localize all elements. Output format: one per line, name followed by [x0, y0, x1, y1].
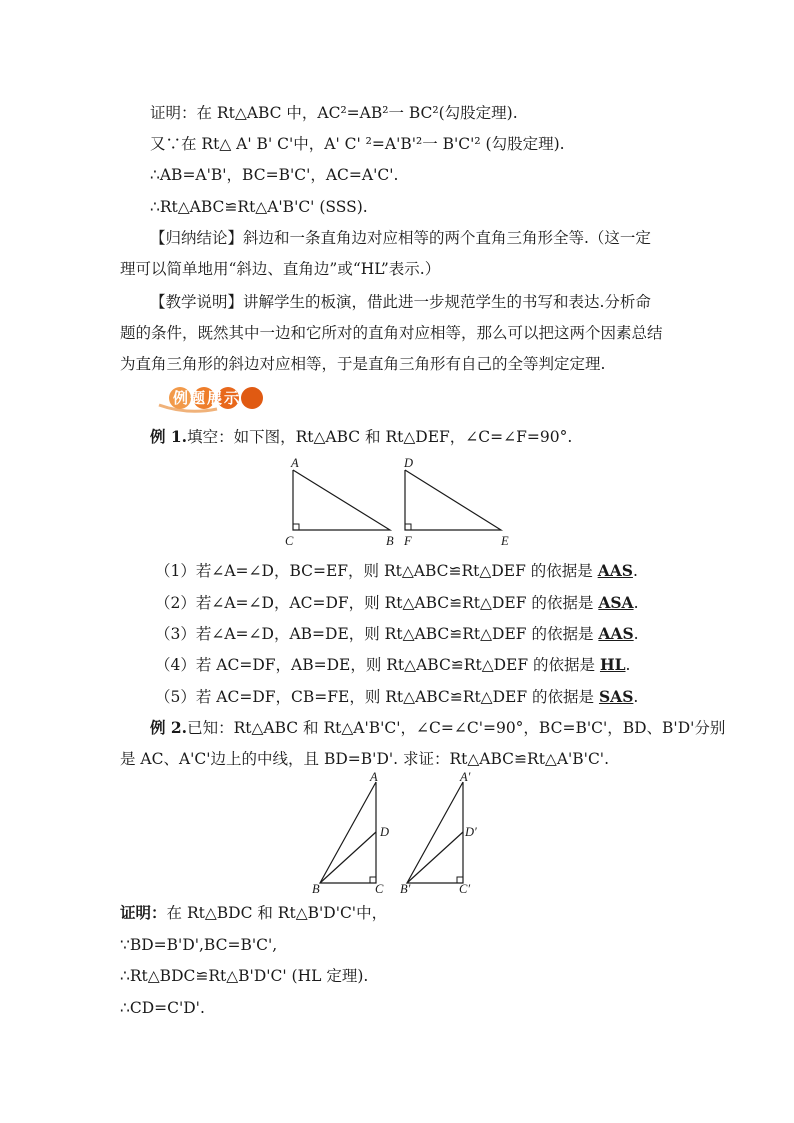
proof2-label: 证明： — [120, 903, 167, 922]
label-b-2: B — [312, 882, 320, 896]
example1-item-1: （1）若∠A=∠D，BC=EF，则 Rt△ABC≌Rt△DEF 的依据是 AAS. — [155, 561, 638, 580]
proof1-line3: ∴AB=A'B'，BC=B'C'，AC=A'C'. — [150, 166, 399, 184]
label-d-2: D — [380, 825, 390, 839]
label-a-prime: A′ — [460, 770, 471, 784]
proof1-line1: 证明：在 Rt△ABC 中，AC²=AB²一 BC²(勾股定理). — [150, 104, 518, 122]
teaching-line2: 题的条件，既然其中一边和它所对的直角对应相等，那么可以把这两个因素总结 — [120, 324, 663, 342]
teaching-line1: 【教学说明】讲解学生的板演，借此进一步规范学生的书写和表达.分析命 — [150, 293, 651, 311]
triangle-def — [405, 470, 501, 530]
proof2-line4: ∴CD=C'D'. — [120, 999, 205, 1017]
right-angle-c — [293, 524, 299, 530]
proof2-line1: 证明：在 Rt△BDC 和 Rt△B'D'C'中， — [120, 903, 388, 922]
triangle-abc-2 — [320, 782, 376, 883]
label-d: D — [404, 456, 414, 470]
label-f: F — [404, 534, 412, 548]
conclusion-line2: 理可以简单地用“斜边、直角边”或“HL”表示.） — [120, 260, 441, 278]
example2-figure — [306, 768, 506, 898]
label-d-prime: D′ — [465, 825, 477, 839]
answer-3: AAS — [598, 624, 634, 643]
label-b-prime: B′ — [400, 882, 411, 896]
example1-intro-line — [150, 427, 572, 447]
label-e: E — [501, 534, 509, 548]
proof1-line4: ∴Rt△ABC≌Rt△A'B'C' (SSS). — [150, 198, 368, 216]
proof2-line3: ∴Rt△BDC≌Rt△B'D'C' (HL 定理). — [120, 967, 369, 985]
answer-2: ASA — [598, 593, 634, 612]
example1-label: 例 1. — [150, 427, 188, 446]
example1-figure — [278, 452, 518, 552]
example1-item-5: （5）若 AC=DF，CB=FE，则 Rt△ABC≌Rt△DEF 的依据是 SAS. — [155, 687, 639, 706]
answer-5: SAS — [598, 687, 634, 706]
example1-item-3: （3）若∠A=∠D，AB=DE，则 Rt△ABC≌Rt△DEF 的依据是 AAS. — [155, 624, 639, 643]
answer-4: HL — [599, 655, 626, 674]
example1-intro: 填空：如下图，Rt△ABC 和 Rt△DEF，∠C=∠F=90°. — [187, 428, 573, 446]
label-b: B — [386, 534, 394, 548]
example2-line2: 是 AC、A'C'边上的中线，且 BD=B'D'. 求证：Rt△ABC≌Rt△A'B'C'. — [120, 750, 609, 768]
right-angle-f — [405, 524, 411, 530]
example2-label: 例 2. — [150, 718, 188, 737]
example1-item-4: （4）若 AC=DF，AB=DE，则 Rt△ABC≌Rt△DEF 的依据是 HL. — [155, 655, 631, 674]
teaching-line3: 为直角三角形的斜边对应相等，于是直角三角形有自己的全等判定定理. — [120, 355, 606, 373]
label-a-2: A — [370, 770, 378, 784]
label-a: A — [291, 456, 299, 470]
example1-item-2: （2）若∠A=∠D，AC=DF，则 Rt△ABC≌Rt△DEF 的依据是 ASA. — [155, 593, 639, 612]
conclusion-line1: 【归纳结论】斜边和一条直角边对应相等的两个直角三角形全等.（这一定 — [150, 229, 651, 247]
proof2-line2: ∵BD=B'D',BC=B'C', — [120, 936, 278, 954]
median-b2d2 — [407, 832, 463, 883]
proof1-line2: 又∵在 Rt△ A' B' C'中，A' C' ²=A'B'²一 B'C'² (勾股定理). — [150, 135, 565, 153]
median-bd — [320, 832, 376, 883]
answer-1: AAS — [597, 561, 633, 580]
label-c: C — [285, 534, 294, 548]
example2-line1: 例 2.已知：Rt△ABC 和 Rt△A'B'C'，∠C=∠C'=90°，BC=B'C'，BD、B'D'分别 — [150, 718, 726, 737]
label-c-prime: C′ — [459, 882, 471, 896]
label-c-2: C — [375, 882, 384, 896]
triangle-abc — [293, 470, 390, 530]
triangle-a2b2c2 — [407, 782, 463, 883]
section-badge-label: 例题展示 — [173, 389, 242, 407]
